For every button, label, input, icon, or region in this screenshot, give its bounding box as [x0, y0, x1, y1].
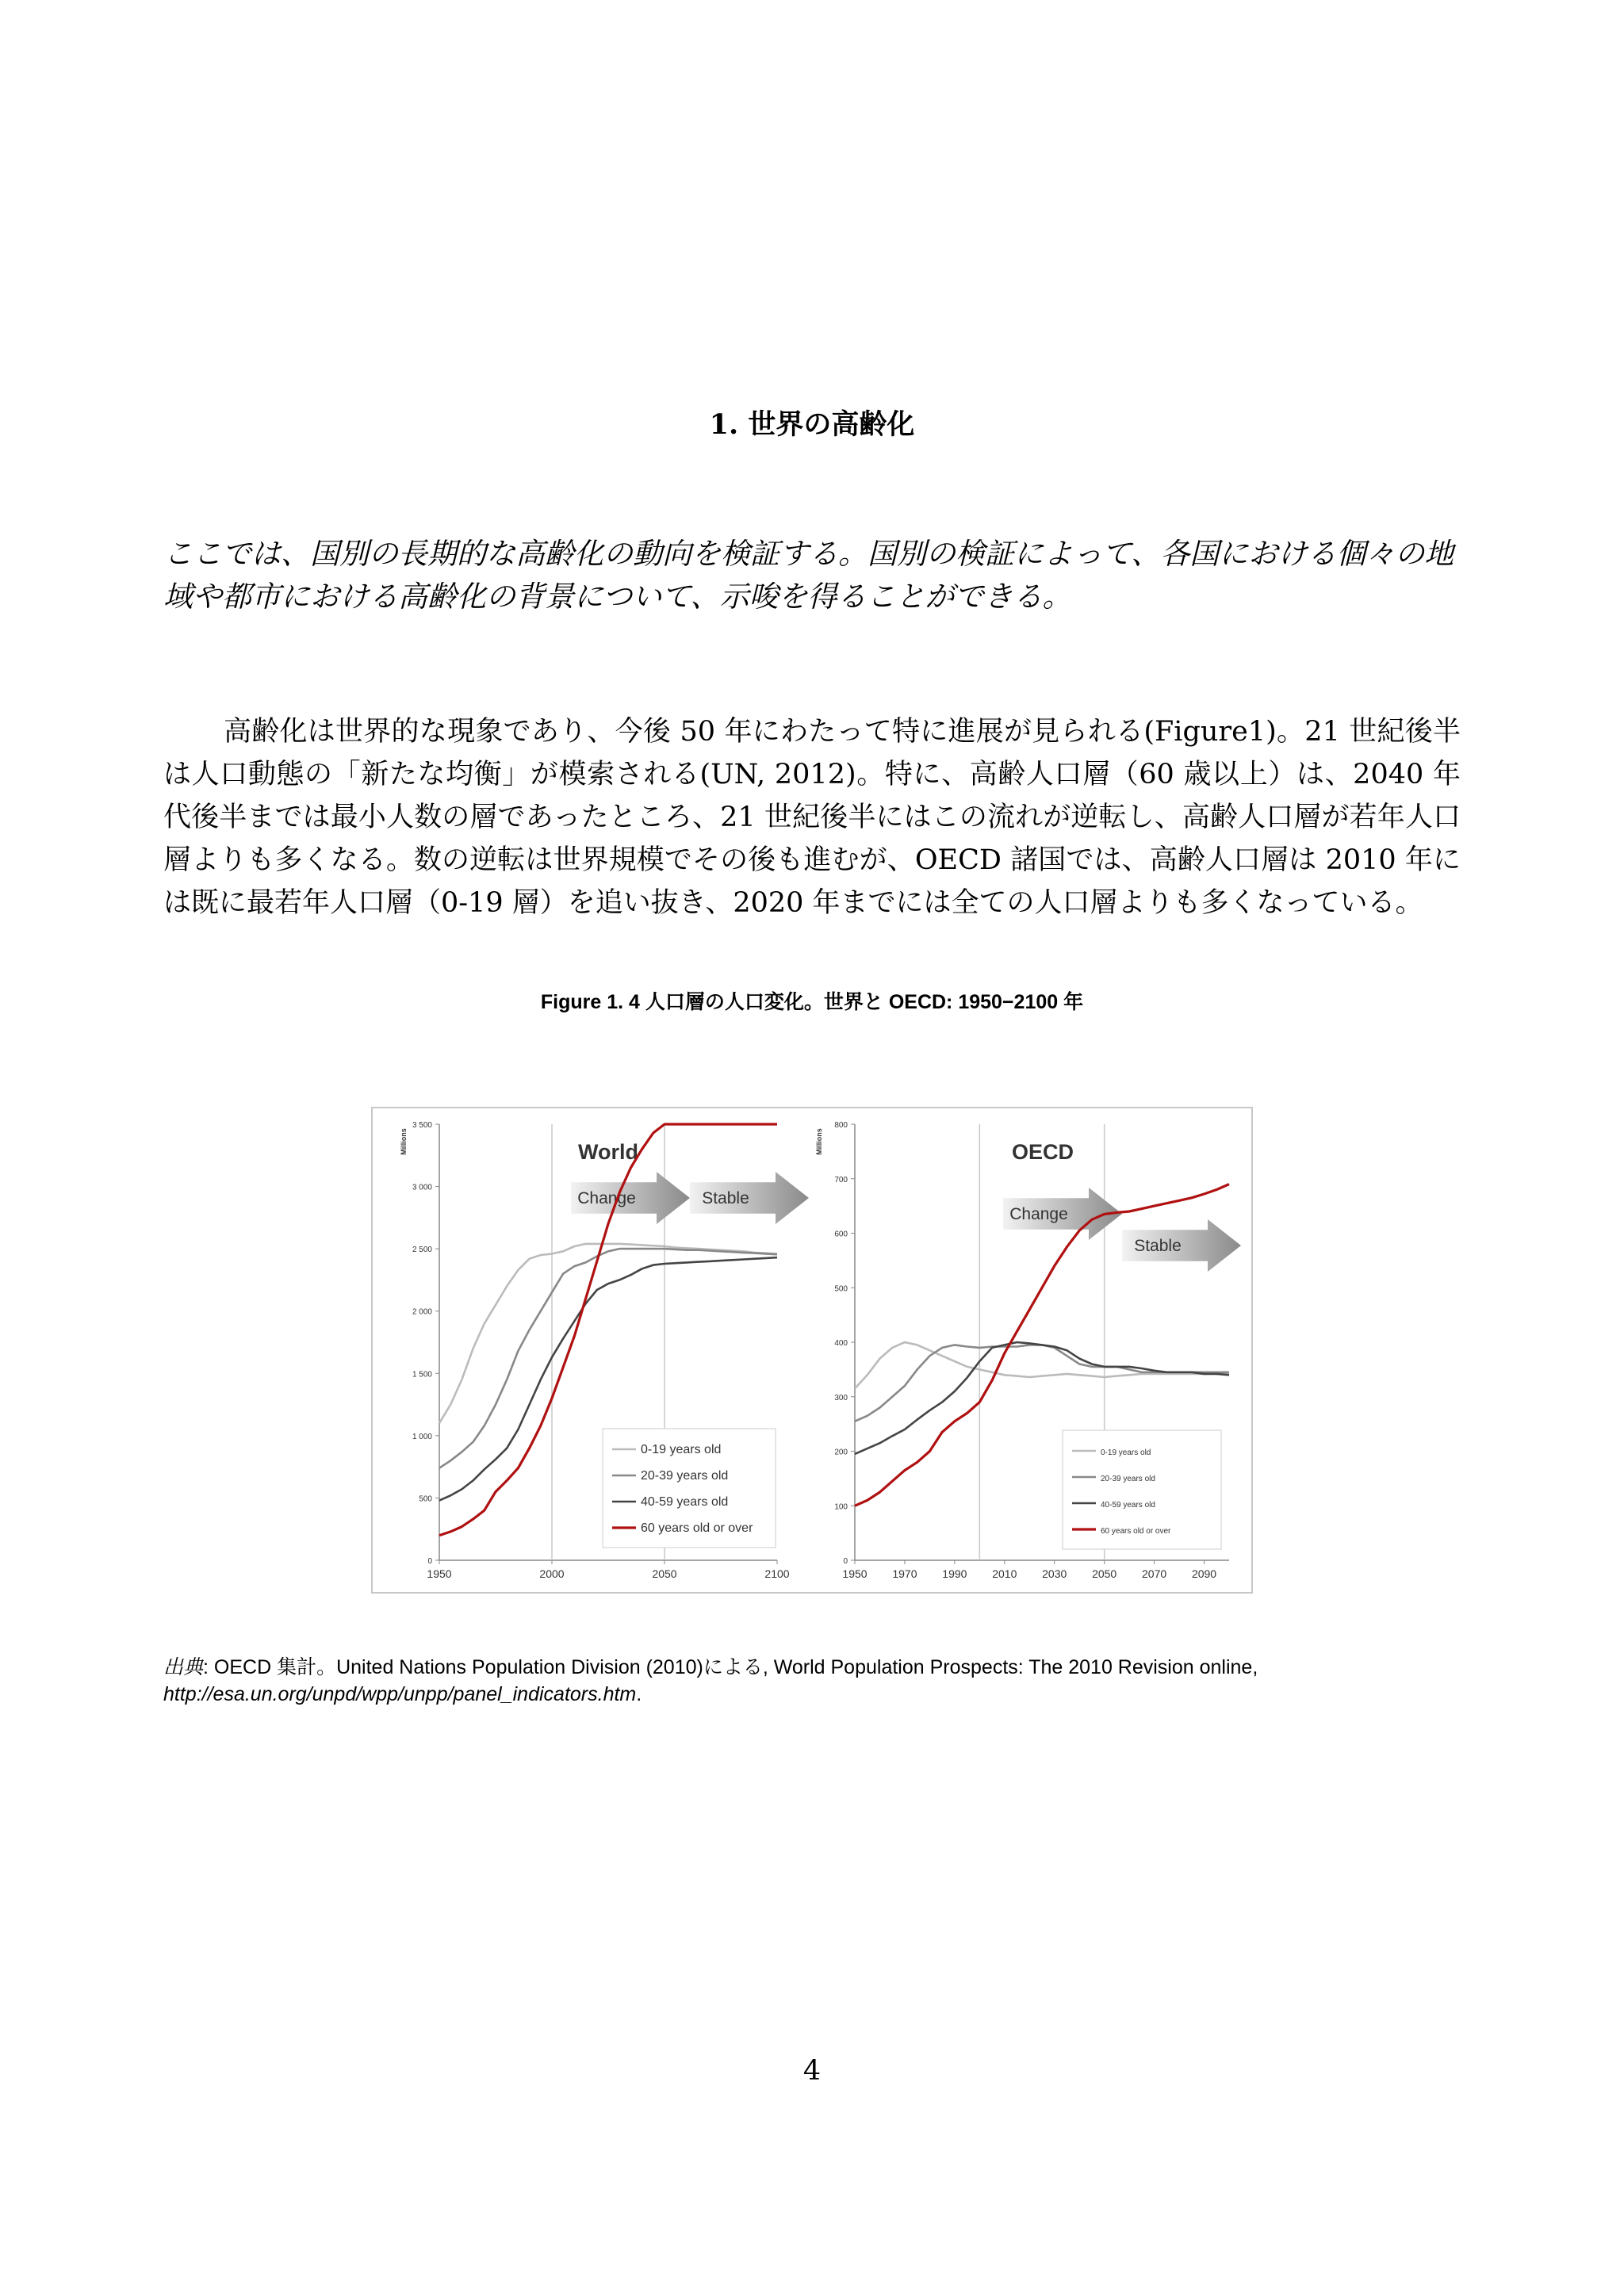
figure-panel — [371, 1107, 1253, 1594]
legend-label: 20-39 years old — [641, 1469, 729, 1483]
annotation-stable: Stable — [1134, 1237, 1182, 1255]
series-line — [439, 1244, 777, 1423]
y-tick-label: 0 — [427, 1557, 432, 1566]
legend-label: 0-19 years old — [1101, 1448, 1151, 1457]
x-tick-label: 2000 — [539, 1567, 565, 1580]
source-text: : OECD 集計。United Nations Population Division (2010)による, World Population Prospects: The 2010 Revision online, — [203, 1656, 1258, 1678]
y-tick-label: 200 — [834, 1448, 848, 1457]
y-tick-label: 500 — [419, 1494, 432, 1504]
section-title: 1. 世界の高齢化 — [709, 408, 915, 441]
y-tick-label: 2 500 — [412, 1246, 432, 1255]
y-axis-label: Millions — [400, 1128, 408, 1155]
y-tick-label: 1 500 — [412, 1370, 432, 1380]
source-url-suffix: . — [636, 1683, 642, 1705]
y-tick-label: 1 000 — [412, 1432, 432, 1441]
x-tick-label: 1990 — [942, 1567, 967, 1580]
x-tick-label: 2030 — [1042, 1567, 1067, 1580]
y-tick-label: 300 — [834, 1393, 848, 1402]
legend-label: 0-19 years old — [641, 1443, 722, 1456]
y-tick-label: 0 — [843, 1557, 848, 1566]
y-tick-label: 600 — [834, 1230, 848, 1239]
y-tick-label: 700 — [834, 1175, 848, 1184]
x-tick-label: 2090 — [1191, 1567, 1217, 1580]
source-note — [163, 1654, 1461, 1708]
y-tick-label: 2 000 — [412, 1307, 432, 1317]
annotation-change: Change — [1009, 1205, 1068, 1223]
y-tick-label: 500 — [834, 1284, 848, 1294]
x-tick-label: 1950 — [842, 1567, 868, 1580]
chart-title: OECD — [1011, 1140, 1074, 1164]
legend-label: 40-59 years old — [1101, 1501, 1155, 1510]
figure-charts — [373, 1108, 1251, 1592]
annotation-stable: Stable — [702, 1189, 749, 1207]
x-tick-label: 2070 — [1142, 1567, 1167, 1580]
page-number: 4 — [802, 2055, 822, 2087]
source-label: 出典 — [163, 1656, 204, 1678]
series-line — [855, 1345, 1229, 1421]
series-line — [855, 1342, 1229, 1388]
chart-title: World — [578, 1140, 638, 1164]
x-tick-label: 2050 — [1092, 1567, 1117, 1580]
x-tick-label: 1950 — [427, 1567, 452, 1580]
body-paragraph: 高齢化は世界的な現象であり、今後 50 年にわたって特に進展が見られる(Figure1)。21 世紀後半は人口動態の「新たな均衡」が模索される(UN, 2012)。特に、高齢人口層（60 歳以上）は、2040 年代後半までは最小人数の層であったところ、21 世紀後半にはこの流れが逆転し、高齢人口層が若年人口層よりも多くなる。数の逆転は世界規模でその後も進むが、OECD 諸国では、高齢人口層は 2010 年には既に最若年人口層（0-19 層）を追い抜き、2020 年までには全ての人口層よりも多くなっている。 — [163, 716, 1461, 919]
y-tick-label: 800 — [834, 1121, 848, 1130]
legend-label: 20-39 years old — [1101, 1475, 1155, 1483]
legend-label: 60 years old or over — [641, 1521, 753, 1535]
legend-label: 40-59 years old — [641, 1495, 729, 1509]
figure-caption: Figure 1. 4 人口層の人口変化。世界と OECD: 1950−2100 年 — [540, 991, 1084, 1013]
y-tick-label: 100 — [834, 1502, 848, 1512]
chart-panel-world — [400, 1121, 809, 1580]
y-axis-label: Millions — [815, 1128, 823, 1155]
y-tick-label: 3 000 — [412, 1183, 432, 1192]
chart-panel-oecd — [815, 1121, 1241, 1580]
legend-label: 60 years old or over — [1101, 1527, 1171, 1536]
annotation-change: Change — [577, 1189, 636, 1207]
x-tick-label: 1970 — [892, 1567, 917, 1580]
x-tick-label: 2100 — [764, 1567, 790, 1580]
x-tick-label: 2010 — [992, 1567, 1017, 1580]
abstract-text: ここでは、国別の長期的な高齢化の動向を検証する。国別の検証によって、各国における個々の地域や都市における高齢化の背景について、示唆を得ることができる。 — [163, 537, 1454, 614]
y-tick-label: 3 500 — [412, 1121, 432, 1130]
y-tick-label: 400 — [834, 1339, 848, 1348]
source-url[interactable]: http://esa.un.org/unpd/wpp/unpp/panel_indicators.htm — [163, 1683, 637, 1705]
x-tick-label: 2050 — [652, 1567, 677, 1580]
